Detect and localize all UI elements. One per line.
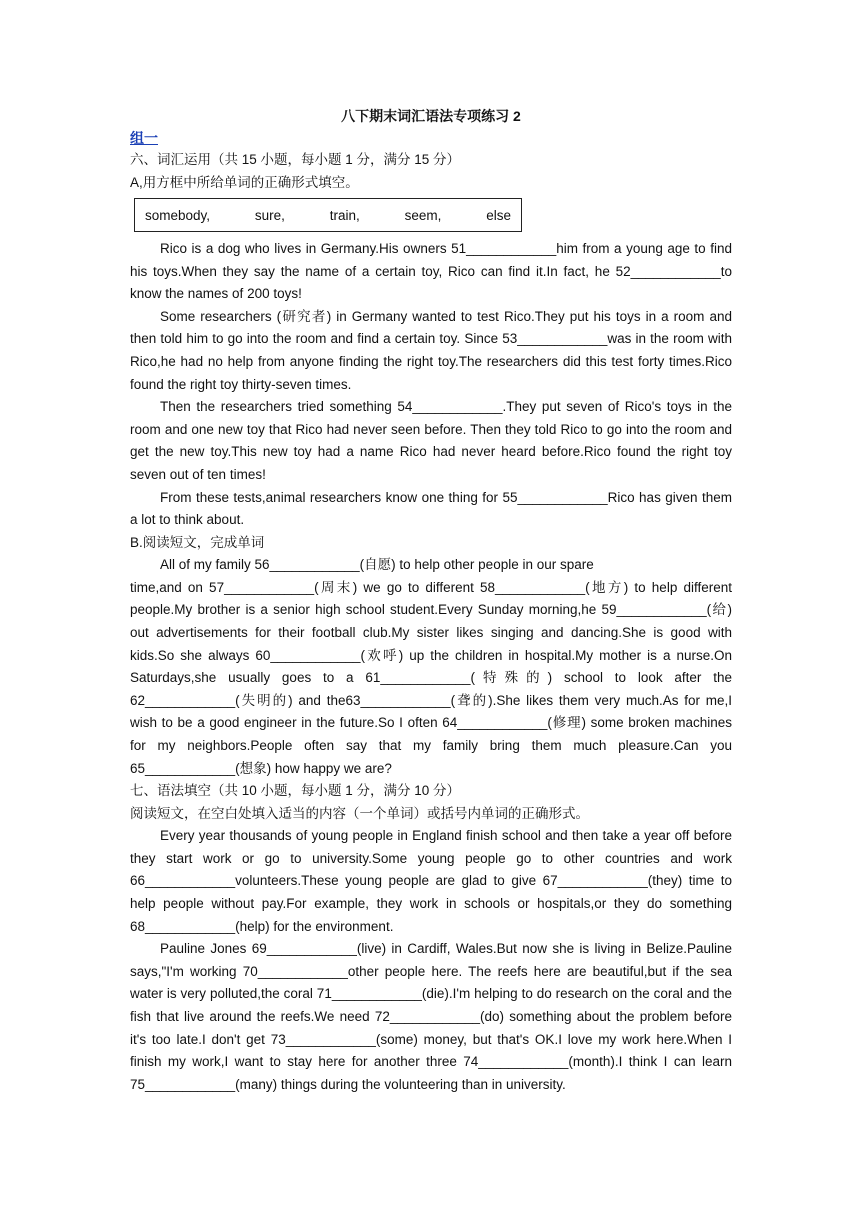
passage-a-paragraph: Then the researchers tried something 54____________.They put seven of Rico's toys in the room and one new toy that Rico had never seen before. Then they told Rico to go into the room and get the new toy.This new toy had a name Rico had never heard before.Rico found the right toy seven out of ten times!: [130, 399, 732, 482]
grammar-passage-paragraph: Pauline Jones 69____________(live) in Cardiff, Wales.But now she is living in Belize.Pauline says,"I'm working 70____________other people here. The reefs here are beautiful,but if the sea water is very polluted,the coral 71____________(die).I'm helping to do research on the coral and the fish that live around the reefs.We need 72____________(do) something about the problem before it's too late.I don't get 73____________(some) money, but that's OK.I love my work here.When I finish my work,I want to stay here for another three 74____________(month).I think I can learn 75____________(many) things during the volunteering than in university.: [130, 941, 732, 1092]
passage-a-paragraph: Rico is a dog who lives in Germany.His owners 51____________him from a young age to find his toys.When they say the name of a certain toy, Rico can find it.In fact, he 52____________to know the names of 200 toys!: [130, 241, 732, 302]
group-link[interactable]: 组一: [130, 130, 158, 146]
part-b-instruction: B.阅读短文，完成单词: [130, 534, 265, 550]
section-6-heading: 六、词汇运用（共 15 小题，每小题 1 分，满分 15 分）: [130, 152, 461, 167]
section-7-instruction: 阅读短文，在空白处填入适当的内容（一个单词）或括号内单词的正确形式。: [130, 805, 589, 821]
word-box-item: somebody,: [145, 207, 211, 223]
passage-b-paragraph: time,and on 57____________(周末) we go to different 58____________(地方) to help different people.My brother is a senior high school student.Every Sunday morning,he 59____________(给) out advertisements for their football club.My sister likes singing and dancing.She is good with kids.So she always 60____________(欢呼) up the children in hospital.My mother is a nurse.On Saturdays,she usually goes to a 61____________(特殊的) school to look after the 62____________(失明的) and the63____________(聋的).She likes them very much.As for me,I wish to be a good engineer in the future.So I often 64____________(修理) some broken machines for my neighbors.People often say that my family bring them much pleasure.Can you 65____________(想象) how happy we are?: [130, 579, 732, 776]
passage-a-paragraph: From these tests,animal researchers know one thing for 55____________Rico has given them a lot to think about.: [130, 489, 732, 528]
word-box-item: seem,: [404, 207, 442, 223]
word-box: [134, 198, 522, 232]
word-box-item: sure,: [254, 207, 285, 223]
section-7-heading: 七、语法填空（共 10 小题，每小题 1 分，满分 10 分）: [130, 783, 461, 799]
page-title: 八下期末词汇语法专项练习 2: [341, 108, 521, 124]
word-box-item: train,: [329, 207, 360, 223]
passage-a-paragraph: Some researchers (研究者) in Germany wanted to test Rico.They put his toys in a room and then told him to go into the room and find a certain toy. Since 53____________was in the room with Rico,he had no help from anyone finding the right toy.The researchers did this test forty times.Rico found the right toy thirty-seven times.: [130, 308, 732, 392]
word-box-item: else: [486, 207, 511, 223]
grammar-passage-paragraph: Every year thousands of young people in England finish school and then take a year off before they start work or go to university.Some young people go to other countries and work 66____________volunteers.These young people are glad to give 67____________(they) time to help people without pay.For example, they work in schools or hospitals,or they do something 68____________(help) for the environment.: [130, 828, 732, 934]
passage-b-first-line: All of my family 56____________(自愿) to help other people in our spare: [160, 557, 594, 573]
document-page: [130, 100, 732, 1096]
part-a-instruction: A,用方框中所给单词的正确形式填空。: [130, 174, 359, 190]
